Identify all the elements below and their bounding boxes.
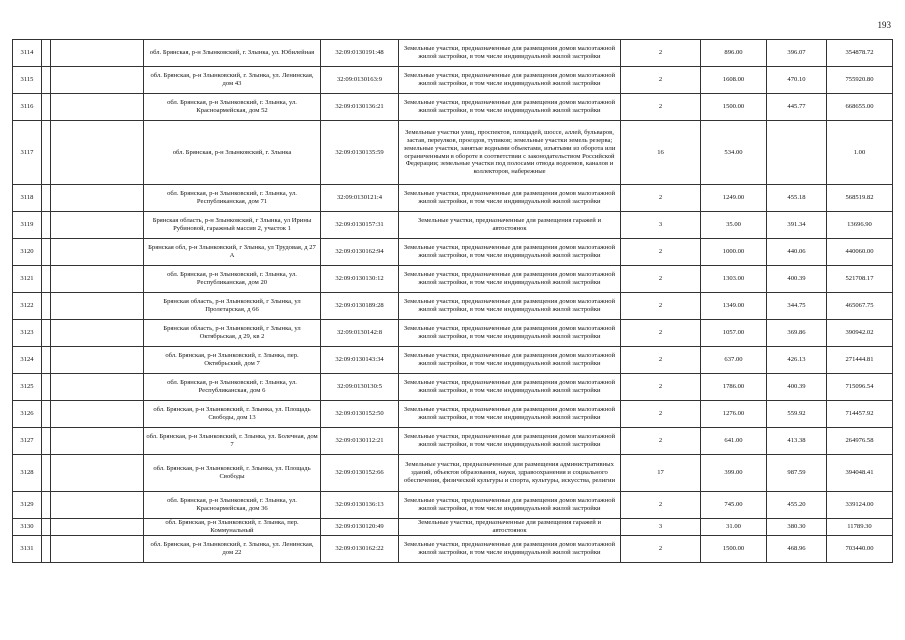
table-row bbox=[13, 428, 893, 455]
address-cell: обл. Брянская, р-н Злынковский, г. Злынка, ул. Республиканская, дом 20 bbox=[144, 266, 321, 293]
use-group-cell: 2 bbox=[621, 374, 701, 401]
cadastral-number-cell: 32:09:0130191:48 bbox=[321, 40, 399, 67]
table-row bbox=[13, 347, 893, 374]
spacer-cell bbox=[51, 536, 144, 563]
land-use-cell: Земельные участки улиц, проспектов, площадей, шоссе, аллей, бульваров, застав, переулков, проездов, тупиков; земельные участки земель резерва; земельные участки, занятые водными объектами, изъятыми из оборота или ограниченными в обороте в соответствии с законодательством Российской Федерации; земельные участки под полосами отвода водоемов, каналов и коллекторов, набережные bbox=[399, 121, 621, 185]
row-number: 3125 bbox=[13, 374, 42, 401]
use-group-cell: 2 bbox=[621, 40, 701, 67]
cadastral-value-cell: 668655.00 bbox=[827, 94, 893, 121]
address-cell: обл. Брянская, р-н Злынковский, г. Злынка, ул. Красноармейская, дом 36 bbox=[144, 492, 321, 519]
area-cell: 896.00 bbox=[701, 40, 767, 67]
spacer-cell bbox=[42, 428, 51, 455]
area-cell: 1608.00 bbox=[701, 67, 767, 94]
area-cell: 1500.00 bbox=[701, 536, 767, 563]
cadastral-value-cell: 755920.80 bbox=[827, 67, 893, 94]
spacer-cell bbox=[42, 185, 51, 212]
cadastral-value-cell: 394048.41 bbox=[827, 455, 893, 492]
spacer-cell bbox=[42, 455, 51, 492]
row-number: 3119 bbox=[13, 212, 42, 239]
land-use-cell: Земельные участки, предназначенные для размещения гаражей и автостоянок bbox=[399, 212, 621, 239]
specific-value-cell: 413.38 bbox=[767, 428, 827, 455]
cadastral-value-cell: 715096.54 bbox=[827, 374, 893, 401]
spacer-cell bbox=[42, 519, 51, 536]
cadastral-number-cell: 32:09:0130189:28 bbox=[321, 293, 399, 320]
address-cell: обл. Брянская, р-н Злынковский, г. Злынка, ул. Республиканская, дом 71 bbox=[144, 185, 321, 212]
table-row bbox=[13, 293, 893, 320]
land-use-cell: Земельные участки, предназначенные для размещения домов малоэтажной жилой застройки, в том числе индивидуальной жилой застройки bbox=[399, 94, 621, 121]
address-cell: обл. Брянская, р-н Злынковский, г. Злынка, ул. Болечная, дом 7 bbox=[144, 428, 321, 455]
address-cell: обл. Брянская, р-н Злынковский, г. Злынка, пер. Октябрьский, дом 7 bbox=[144, 347, 321, 374]
spacer-cell bbox=[51, 492, 144, 519]
use-group-cell: 2 bbox=[621, 536, 701, 563]
spacer-cell bbox=[51, 94, 144, 121]
spacer-cell bbox=[51, 67, 144, 94]
address-cell: обл. Брянская, р-н Злынковский, г. Злынка bbox=[144, 121, 321, 185]
area-cell: 1000.00 bbox=[701, 239, 767, 266]
cadastral-number-cell: 32:09:0130157:31 bbox=[321, 212, 399, 239]
land-use-cell: Земельные участки, предназначенные для размещения гаражей и автостоянок bbox=[399, 519, 621, 536]
spacer-cell bbox=[42, 374, 51, 401]
use-group-cell: 2 bbox=[621, 347, 701, 374]
row-number: 3127 bbox=[13, 428, 42, 455]
spacer-cell bbox=[51, 401, 144, 428]
spacer-cell bbox=[51, 455, 144, 492]
spacer-cell bbox=[51, 374, 144, 401]
use-group-cell: 2 bbox=[621, 492, 701, 519]
spacer-cell bbox=[42, 94, 51, 121]
land-use-cell: Земельные участки, предназначенные для размещения домов малоэтажной жилой застройки, в том числе индивидуальной жилой застройки bbox=[399, 374, 621, 401]
area-cell: 1276.00 bbox=[701, 401, 767, 428]
cadastral-number-cell: 32:09:0130130:5 bbox=[321, 374, 399, 401]
specific-value-cell: 987.59 bbox=[767, 455, 827, 492]
address-cell: обл. Брянская, р-н Злынковский, г. Злынка, ул. Ленинская, дом 43 bbox=[144, 67, 321, 94]
spacer-cell bbox=[42, 401, 51, 428]
land-use-cell: Земельные участки, предназначенные для размещения домов малоэтажной жилой застройки, в том числе индивидуальной жилой застройки bbox=[399, 239, 621, 266]
spacer-cell bbox=[51, 40, 144, 67]
row-number: 3120 bbox=[13, 239, 42, 266]
specific-value-cell: 391.34 bbox=[767, 212, 827, 239]
area-cell: 1303.00 bbox=[701, 266, 767, 293]
use-group-cell: 2 bbox=[621, 239, 701, 266]
table-row bbox=[13, 40, 893, 67]
cadastral-value-cell: 339124.00 bbox=[827, 492, 893, 519]
cadastral-number-cell: 32:09:0130142:8 bbox=[321, 320, 399, 347]
spacer-cell bbox=[42, 320, 51, 347]
cadastral-number-cell: 32:09:0130136:21 bbox=[321, 94, 399, 121]
spacer-cell bbox=[42, 121, 51, 185]
land-use-cell: Земельные участки, предназначенные для размещения административных зданий, объектов образования, науки, здравоохранения и социального обеспечения, физической культуры и спорта, культуры, искусства, религии bbox=[399, 455, 621, 492]
area-cell: 399.00 bbox=[701, 455, 767, 492]
table-row bbox=[13, 401, 893, 428]
cadastral-number-cell: 32:09:0130143:34 bbox=[321, 347, 399, 374]
use-group-cell: 3 bbox=[621, 212, 701, 239]
area-cell: 1786.00 bbox=[701, 374, 767, 401]
cadastral-number-cell: 32:09:0130163:9 bbox=[321, 67, 399, 94]
spacer-cell bbox=[42, 239, 51, 266]
use-group-cell: 2 bbox=[621, 266, 701, 293]
area-cell: 641.00 bbox=[701, 428, 767, 455]
specific-value-cell: 470.10 bbox=[767, 67, 827, 94]
cadastral-value-cell: 440060.00 bbox=[827, 239, 893, 266]
area-cell: 1500.00 bbox=[701, 94, 767, 121]
cadastral-number-cell: 32:09:0130120:49 bbox=[321, 519, 399, 536]
address-cell: обл. Брянская, р-н Злынковский, г. Злынка, пер. Коммунальный bbox=[144, 519, 321, 536]
specific-value-cell: 468.96 bbox=[767, 536, 827, 563]
spacer-cell bbox=[51, 239, 144, 266]
spacer-cell bbox=[42, 492, 51, 519]
page-number: 193 bbox=[877, 20, 891, 30]
spacer-cell bbox=[42, 67, 51, 94]
row-number: 3118 bbox=[13, 185, 42, 212]
address-cell: Брянская обл, р-н Злынковский, г Злынка, ул Трудовая, д 27 А bbox=[144, 239, 321, 266]
cadastral-number-cell: 32:09:0130121:4 bbox=[321, 185, 399, 212]
address-cell: Брянская область, р-н Злынковский, г Злынка, ул Пролетарская, д 66 bbox=[144, 293, 321, 320]
row-number: 3121 bbox=[13, 266, 42, 293]
address-cell: Брянская область, р-н Злынковский, г Злынка, ул Октябрьская, д 29, кв 2 bbox=[144, 320, 321, 347]
use-group-cell: 2 bbox=[621, 293, 701, 320]
row-number: 3122 bbox=[13, 293, 42, 320]
area-cell: 1057.00 bbox=[701, 320, 767, 347]
spacer-cell bbox=[51, 185, 144, 212]
cadastral-number-cell: 32:09:0130112:21 bbox=[321, 428, 399, 455]
cadastral-number-cell: 32:09:0130152:66 bbox=[321, 455, 399, 492]
land-use-cell: Земельные участки, предназначенные для размещения домов малоэтажной жилой застройки, в том числе индивидуальной жилой застройки bbox=[399, 492, 621, 519]
specific-value-cell: 440.06 bbox=[767, 239, 827, 266]
table-row bbox=[13, 519, 893, 536]
row-number: 3129 bbox=[13, 492, 42, 519]
area-cell: 35.00 bbox=[701, 212, 767, 239]
land-use-cell: Земельные участки, предназначенные для размещения домов малоэтажной жилой застройки, в том числе индивидуальной жилой застройки bbox=[399, 185, 621, 212]
row-number: 3117 bbox=[13, 121, 42, 185]
specific-value-cell: 369.86 bbox=[767, 320, 827, 347]
address-cell: обл. Брянская, р-н Злынковский, г. Злынка, ул. Юбилейная bbox=[144, 40, 321, 67]
specific-value-cell: 400.39 bbox=[767, 374, 827, 401]
spacer-cell bbox=[51, 212, 144, 239]
area-cell: 31.00 bbox=[701, 519, 767, 536]
use-group-cell: 2 bbox=[621, 94, 701, 121]
spacer-cell bbox=[51, 121, 144, 185]
row-number: 3131 bbox=[13, 536, 42, 563]
spacer-cell bbox=[51, 347, 144, 374]
spacer-cell bbox=[42, 536, 51, 563]
cadastral-value-cell: 13696.90 bbox=[827, 212, 893, 239]
spacer-cell bbox=[42, 212, 51, 239]
table-row bbox=[13, 121, 893, 185]
land-use-cell: Земельные участки, предназначенные для размещения домов малоэтажной жилой застройки, в том числе индивидуальной жилой застройки bbox=[399, 266, 621, 293]
address-cell: Брянская область, р-н Злынковский, г Злынка, ул Ирины Рубиновой, гаражный массив 2, участок 1 bbox=[144, 212, 321, 239]
cadastral-value-cell: 11789.30 bbox=[827, 519, 893, 536]
land-use-cell: Земельные участки, предназначенные для размещения домов малоэтажной жилой застройки, в том числе индивидуальной жилой застройки bbox=[399, 401, 621, 428]
table-row bbox=[13, 67, 893, 94]
specific-value-cell: 445.77 bbox=[767, 94, 827, 121]
land-use-cell: Земельные участки, предназначенные для размещения домов малоэтажной жилой застройки, в том числе индивидуальной жилой застройки bbox=[399, 347, 621, 374]
specific-value-cell: 426.13 bbox=[767, 347, 827, 374]
specific-value-cell: 380.30 bbox=[767, 519, 827, 536]
cadastral-number-cell: 32:09:0130162:94 bbox=[321, 239, 399, 266]
table-row bbox=[13, 320, 893, 347]
area-cell: 745.00 bbox=[701, 492, 767, 519]
use-group-cell: 3 bbox=[621, 519, 701, 536]
cadastral-number-cell: 32:09:0130136:13 bbox=[321, 492, 399, 519]
cadastral-number-cell: 32:09:0130152:50 bbox=[321, 401, 399, 428]
row-number: 3116 bbox=[13, 94, 42, 121]
table-row bbox=[13, 266, 893, 293]
area-cell: 1249.00 bbox=[701, 185, 767, 212]
spacer-cell bbox=[51, 266, 144, 293]
cadastral-value-cell: 264976.58 bbox=[827, 428, 893, 455]
spacer-cell bbox=[51, 320, 144, 347]
cadastral-value-cell: 521708.17 bbox=[827, 266, 893, 293]
address-cell: обл. Брянская, р-н Злынковский, г. Злынка, ул. Площадь Свободы, дом 13 bbox=[144, 401, 321, 428]
land-use-cell: Земельные участки, предназначенные для размещения домов малоэтажной жилой застройки, в том числе индивидуальной жилой застройки bbox=[399, 40, 621, 67]
cadastral-number-cell: 32:09:0130130:12 bbox=[321, 266, 399, 293]
area-cell: 534.00 bbox=[701, 121, 767, 185]
address-cell: обл. Брянская, р-н Злынковский, г. Злынка, ул. Площадь Свободы bbox=[144, 455, 321, 492]
row-number: 3124 bbox=[13, 347, 42, 374]
spacer-cell bbox=[51, 428, 144, 455]
use-group-cell: 2 bbox=[621, 401, 701, 428]
specific-value-cell: 455.18 bbox=[767, 185, 827, 212]
table-row bbox=[13, 492, 893, 519]
row-number: 3128 bbox=[13, 455, 42, 492]
cadastral-number-cell: 32:09:0130135:59 bbox=[321, 121, 399, 185]
spacer-cell bbox=[42, 293, 51, 320]
table-row bbox=[13, 455, 893, 492]
address-cell: обл. Брянская, р-н Злынковский, г. Злынка, ул. Красноармейская, дом 52 bbox=[144, 94, 321, 121]
land-use-cell: Земельные участки, предназначенные для размещения домов малоэтажной жилой застройки, в том числе индивидуальной жилой застройки bbox=[399, 67, 621, 94]
cadastral-value-cell: 271444.81 bbox=[827, 347, 893, 374]
spacer-cell bbox=[51, 519, 144, 536]
cadastral-value-cell: 1.00 bbox=[827, 121, 893, 185]
specific-value-cell: 400.39 bbox=[767, 266, 827, 293]
table-row bbox=[13, 374, 893, 401]
table-row bbox=[13, 185, 893, 212]
table-row bbox=[13, 536, 893, 563]
cadastral-value-cell: 465067.75 bbox=[827, 293, 893, 320]
cadastral-number-cell: 32:09:0130162:22 bbox=[321, 536, 399, 563]
row-number: 3130 bbox=[13, 519, 42, 536]
spacer-cell bbox=[42, 347, 51, 374]
table-row bbox=[13, 94, 893, 121]
land-use-cell: Земельные участки, предназначенные для размещения домов малоэтажной жилой застройки, в том числе индивидуальной жилой застройки bbox=[399, 536, 621, 563]
land-use-cell: Земельные участки, предназначенные для размещения домов малоэтажной жилой застройки, в том числе индивидуальной жилой застройки bbox=[399, 320, 621, 347]
use-group-cell: 16 bbox=[621, 121, 701, 185]
use-group-cell: 2 bbox=[621, 67, 701, 94]
specific-value-cell: 396.07 bbox=[767, 40, 827, 67]
cadastral-value-cell: 714457.92 bbox=[827, 401, 893, 428]
cadastral-value-cell: 568519.82 bbox=[827, 185, 893, 212]
specific-value-cell: 344.75 bbox=[767, 293, 827, 320]
row-number: 3126 bbox=[13, 401, 42, 428]
table-row bbox=[13, 212, 893, 239]
spacer-cell bbox=[42, 40, 51, 67]
row-number: 3123 bbox=[13, 320, 42, 347]
cadastral-value-cell: 354878.72 bbox=[827, 40, 893, 67]
specific-value-cell: 455.20 bbox=[767, 492, 827, 519]
cadastral-value-cell: 390942.02 bbox=[827, 320, 893, 347]
row-number: 3115 bbox=[13, 67, 42, 94]
spacer-cell bbox=[42, 266, 51, 293]
land-use-cell: Земельные участки, предназначенные для размещения домов малоэтажной жилой застройки, в том числе индивидуальной жилой застройки bbox=[399, 428, 621, 455]
use-group-cell: 2 bbox=[621, 185, 701, 212]
address-cell: обл. Брянская, р-н Злынковский, г. Злынка, ул. Ленинская, дом 22 bbox=[144, 536, 321, 563]
cadastral-value-cell: 703440.00 bbox=[827, 536, 893, 563]
specific-value-cell: 559.92 bbox=[767, 401, 827, 428]
use-group-cell: 2 bbox=[621, 320, 701, 347]
cadastral-value-table bbox=[12, 39, 893, 563]
use-group-cell: 17 bbox=[621, 455, 701, 492]
address-cell: обл. Брянская, р-н Злынковский, г. Злынка, ул. Республиканская, дом 6 bbox=[144, 374, 321, 401]
spacer-cell bbox=[51, 293, 144, 320]
area-cell: 1349.00 bbox=[701, 293, 767, 320]
land-use-cell: Земельные участки, предназначенные для размещения домов малоэтажной жилой застройки, в том числе индивидуальной жилой застройки bbox=[399, 293, 621, 320]
area-cell: 637.00 bbox=[701, 347, 767, 374]
specific-value-cell bbox=[767, 121, 827, 185]
table-row bbox=[13, 239, 893, 266]
row-number: 3114 bbox=[13, 40, 42, 67]
use-group-cell: 2 bbox=[621, 428, 701, 455]
